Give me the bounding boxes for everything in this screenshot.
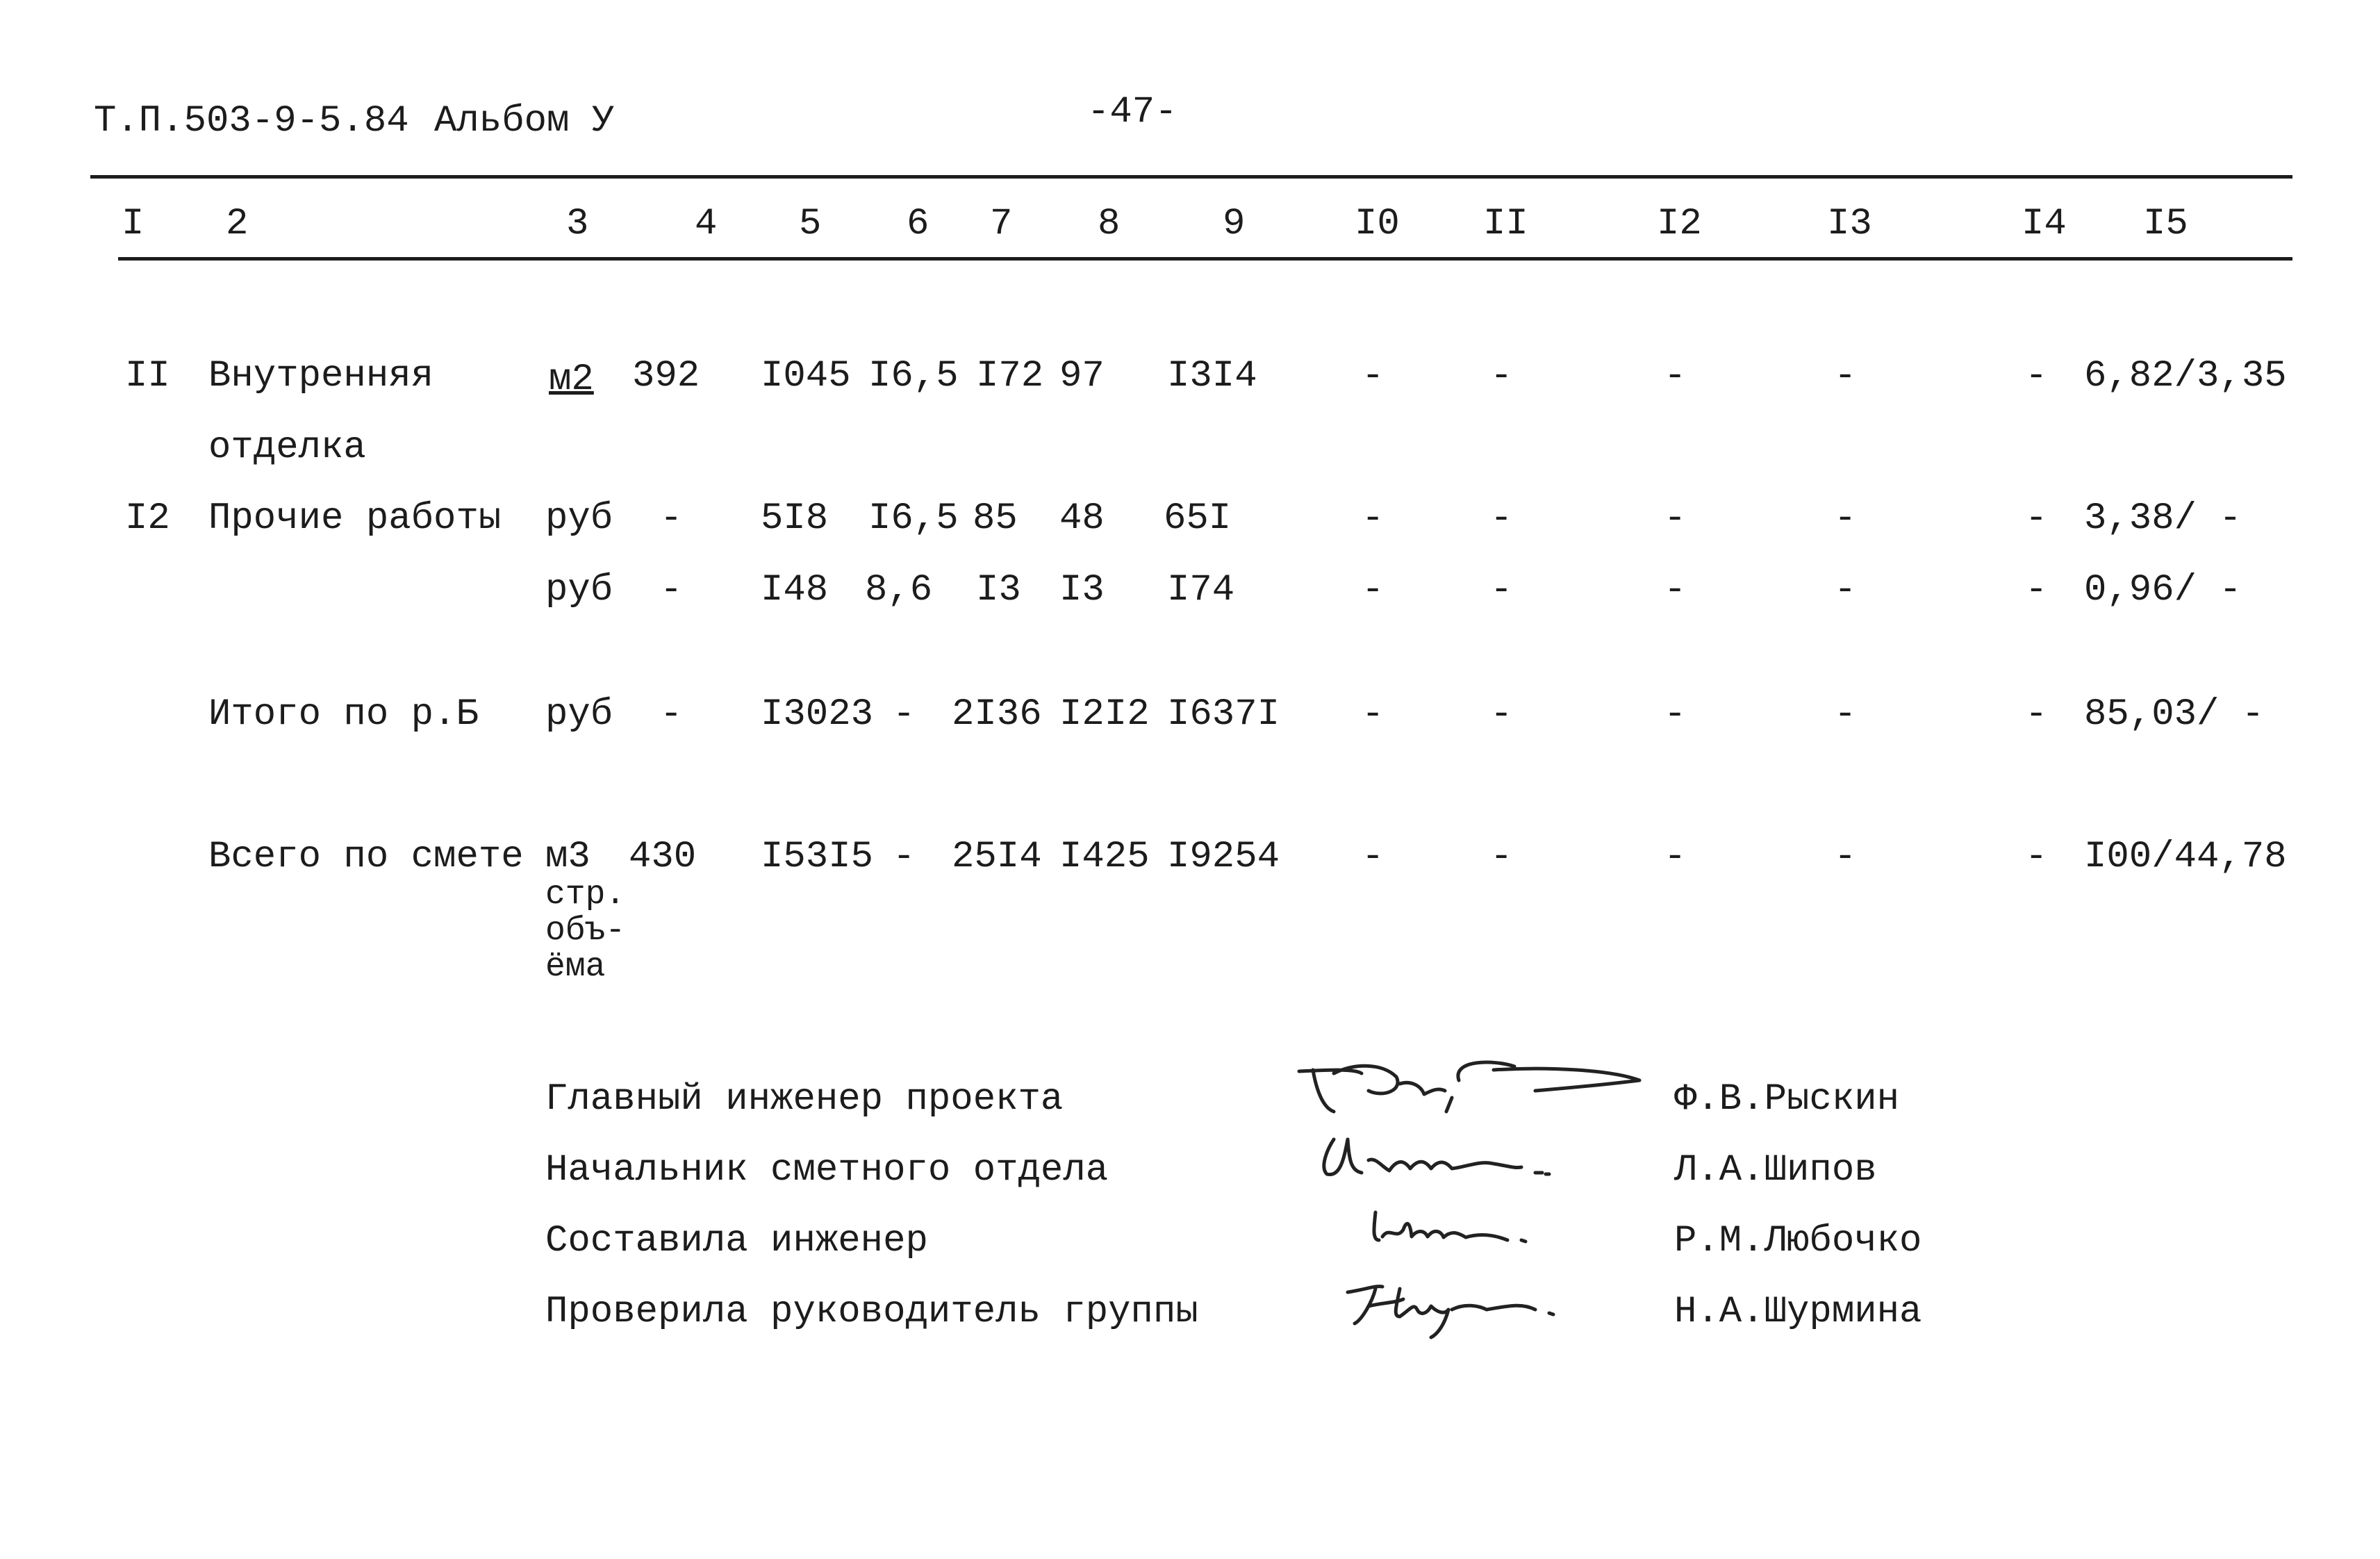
signature-role: Начальник сметного отдела: [545, 1149, 1109, 1191]
table-header-bottom-rule: [118, 257, 2292, 261]
column-header: 4: [695, 203, 718, 245]
row-quantity: 430: [629, 836, 697, 878]
cell-col12: -: [1664, 497, 1687, 540]
cell-col8: I3: [1059, 569, 1105, 611]
cell-col14: -: [2025, 693, 2048, 736]
column-header: I0: [1355, 203, 1400, 245]
cell-col11: -: [1490, 355, 1513, 397]
cell-col9: I74: [1167, 569, 1235, 611]
cell-col5: 5I8: [761, 497, 829, 540]
cell-col8: I2I2: [1059, 693, 1150, 736]
cell-col11: -: [1490, 569, 1513, 611]
column-header: I2: [1657, 203, 1702, 245]
cell-col12: -: [1664, 693, 1687, 736]
cell-col15: 6,82/3,35: [2084, 355, 2287, 397]
column-header: 2: [226, 203, 249, 245]
cell-col7: I72: [976, 355, 1044, 397]
cell-col12: -: [1664, 355, 1687, 397]
row-quantity: -: [660, 497, 683, 540]
row-quantity: -: [660, 693, 683, 736]
row-name: Итого по р.Б: [208, 693, 479, 736]
cell-col5: I53I5: [761, 836, 874, 878]
cell-col14: -: [2025, 569, 2048, 611]
cell-col12: -: [1664, 569, 1687, 611]
cell-col5: I48: [761, 569, 829, 611]
signature-role: Составила инженер: [545, 1220, 928, 1262]
cell-col9: I9254: [1167, 836, 1280, 878]
column-header: I5: [2143, 203, 2188, 245]
cell-col6: 8,6: [865, 569, 933, 611]
row-name-continued: отделка: [208, 427, 366, 469]
row-number: II: [125, 355, 170, 397]
cell-col6: -: [893, 836, 916, 878]
cell-col6: -: [893, 693, 916, 736]
cell-col15: 85,03/ -: [2084, 693, 2265, 736]
cell-col5: I045: [761, 355, 851, 397]
row-unit-note: стр. объ- ёма: [545, 876, 626, 986]
cell-col7: 2I36: [952, 693, 1042, 736]
cell-col11: -: [1490, 693, 1513, 736]
column-header: 8: [1098, 203, 1121, 245]
row-unit: м3: [545, 836, 590, 878]
row-name: Прочие работы: [208, 497, 502, 540]
column-header: 5: [799, 203, 822, 245]
cell-col6: I6,5: [868, 355, 959, 397]
cell-col13: -: [1834, 569, 1857, 611]
cell-col13: -: [1834, 836, 1857, 878]
document-code: Т.П.503-9-5.84: [94, 100, 409, 142]
row-unit: руб: [545, 693, 613, 736]
row-unit: м2: [549, 358, 594, 401]
cell-col7: I3: [976, 569, 1021, 611]
signature-name: Л.А.Шипов: [1674, 1149, 1877, 1191]
column-header: I4: [2022, 203, 2067, 245]
cell-col10: -: [1362, 836, 1385, 878]
signature-name: Н.А.Шурмина: [1674, 1291, 1922, 1333]
row-quantity: -: [660, 569, 683, 611]
cell-col12: -: [1664, 836, 1687, 878]
handwritten-signature: [1306, 1119, 1598, 1195]
cell-col14: -: [2025, 836, 2048, 878]
column-header: II: [1483, 203, 1528, 245]
signature-name: Ф.В.Рыскин: [1674, 1078, 1900, 1121]
row-unit: руб: [545, 569, 613, 611]
column-header: I3: [1827, 203, 1872, 245]
cell-col10: -: [1362, 569, 1385, 611]
cell-col15: 3,38/ -: [2084, 497, 2242, 540]
column-header: 9: [1223, 203, 1246, 245]
cell-col8: 48: [1059, 497, 1105, 540]
cell-col10: -: [1362, 355, 1385, 397]
cell-col9: I637I: [1167, 693, 1280, 736]
cell-col14: -: [2025, 355, 2048, 397]
page-number: -47-: [1087, 91, 1177, 133]
cell-col7: 25I4: [952, 836, 1042, 878]
cell-col9: 65I: [1164, 497, 1232, 540]
cell-col10: -: [1362, 693, 1385, 736]
cell-col15: 0,96/ -: [2084, 569, 2242, 611]
cell-col5: I3023: [761, 693, 874, 736]
column-header: I: [122, 203, 144, 245]
cell-col13: -: [1834, 497, 1857, 540]
cell-col13: -: [1834, 355, 1857, 397]
cell-col7: 85: [973, 497, 1018, 540]
cell-col14: -: [2025, 497, 2048, 540]
column-header: 6: [907, 203, 929, 245]
table-top-rule: [90, 175, 2292, 179]
row-name: Всего по смете: [208, 836, 524, 878]
cell-col11: -: [1490, 497, 1513, 540]
handwritten-signature: [1334, 1271, 1598, 1341]
row-quantity: 392: [632, 355, 700, 397]
column-header: 7: [990, 203, 1013, 245]
row-unit: руб: [545, 497, 613, 540]
cell-col8: 97: [1059, 355, 1105, 397]
cell-col6: I6,5: [868, 497, 959, 540]
signature-name: Р.М.Любочко: [1674, 1220, 1922, 1262]
signature-role: Проверила руководитель группы: [545, 1291, 1198, 1333]
cell-col15: I00/44,78: [2084, 836, 2287, 878]
cell-col8: I425: [1059, 836, 1150, 878]
cell-col10: -: [1362, 497, 1385, 540]
row-name: Внутренняя: [208, 355, 434, 397]
album-label: Альбом У: [434, 100, 615, 142]
cell-col13: -: [1834, 693, 1857, 736]
cell-col11: -: [1490, 836, 1513, 878]
handwritten-signature: [1362, 1198, 1584, 1261]
cell-col9: I3I4: [1167, 355, 1257, 397]
row-number: I2: [125, 497, 170, 540]
signature-role: Главный инженер проекта: [545, 1078, 1064, 1121]
column-header: 3: [566, 203, 589, 245]
